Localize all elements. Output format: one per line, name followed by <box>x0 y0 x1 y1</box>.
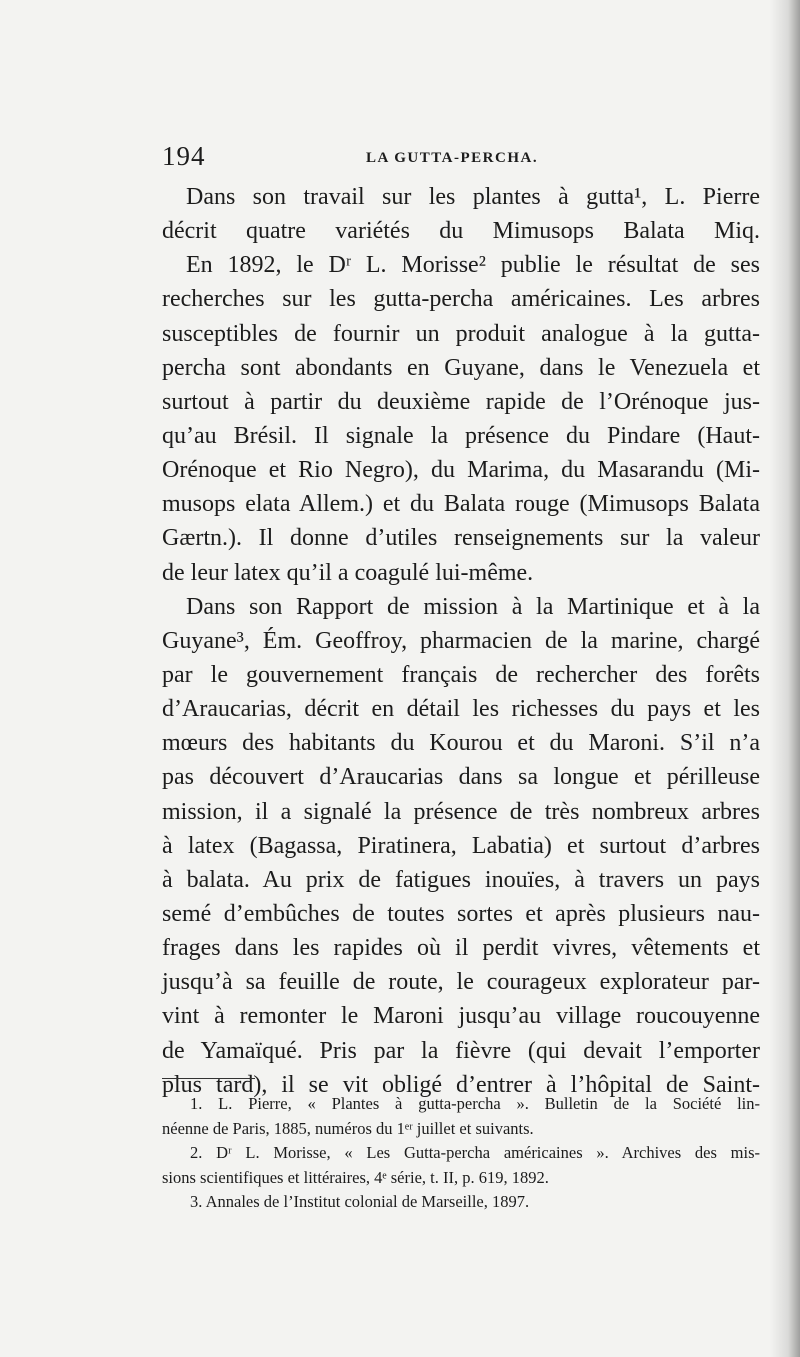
footnote-line: néenne de Paris, 1885, numéros du 1ᵉʳ juillet et suivants. <box>162 1118 534 1138</box>
text-line: mission, il a signalé la présence de très nombreux arbres <box>162 798 760 825</box>
footnote-line: 3. Annales de l’Institut colonial de Marseille, 1897. <box>190 1192 530 1211</box>
text-line: semé d’embûches de toutes sortes et après plusieurs nau- <box>162 900 760 927</box>
text-line: d’Araucarias, décrit en détail les richesses du pays et les <box>162 696 760 723</box>
text-line: Dans son travail sur les plantes à gutta¹, L. Pierre <box>186 184 760 210</box>
text-line: plus tard), il se vit obligé d’entrer à l’hôpital de Saint- <box>162 1071 760 1098</box>
text-line: frages dans les rapides où il perdit vivres, vêtements et <box>162 935 760 962</box>
text-line: Orénoque et Rio Negro), du Marima, du Masarandu (Mi- <box>162 457 760 484</box>
text-line: par le gouvernement français de rechercher des forêts <box>162 661 760 688</box>
text-line: Dans son Rapport de mission à la Martinique et à la <box>186 593 760 620</box>
text-line: à balata. Au prix de fatigues inouïes, à travers un pays <box>162 866 760 893</box>
text-line: musops elata Allem.) et du Balata rouge (Mimusops Balata <box>162 491 760 518</box>
text-line: jusqu’à sa feuille de route, le courageux explorateur par- <box>162 969 760 996</box>
footnote-separator <box>162 1078 255 1079</box>
text-line: mœurs des habitants du Kourou et du Maroni. S’il n’a <box>162 730 760 757</box>
text-line: susceptibles de fournir un produit analogue à la gutta- <box>162 320 760 347</box>
page-number: 194 <box>162 141 206 171</box>
footnote-line: sions scientifiques et littéraires, 4ᵉ série, t. II, p. 619, 1892. <box>162 1167 549 1187</box>
text-line: qu’au Brésil. Il signale la présence du Pindare (Haut- <box>162 422 760 449</box>
text-line: vint à remonter le Maroni jusqu’au village roucouyenne <box>162 1003 760 1030</box>
page-edge-shadow <box>770 0 800 1357</box>
text-line: Gærtn.). Il donne d’utiles renseignements sur la valeur <box>162 525 760 552</box>
footnote-line: 2. Dʳ L. Morisse, « Les Gutta-percha américaines ». Archives des mis- <box>190 1143 760 1162</box>
footnote-line: 1. L. Pierre, « Plantes à gutta-percha ». Bulletin de la Société lin- <box>190 1094 760 1113</box>
text-line: de leur latex qu’il a coagulé lui-même. <box>162 559 534 586</box>
text-line: pas découvert d’Araucarias dans sa longue et périlleuse <box>162 764 760 791</box>
footnotes <box>162 1092 760 1215</box>
running-title: LA GUTTA-PERCHA. <box>366 150 539 166</box>
page-header <box>162 143 762 173</box>
text-line: Guyane³, Ém. Geoffroy, pharmacien de la marine, chargé <box>162 627 760 654</box>
text-line: décrit quatre variétés du Mimusops Balata Miq. <box>162 218 760 245</box>
text-line: surtout à partir du deuxième rapide de l’Orénoque jus- <box>162 388 760 415</box>
text-line: recherches sur les gutta-percha américaines. Les arbres <box>162 286 760 313</box>
text-line: percha sont abondants en Guyane, dans le Venezuela et <box>162 354 760 381</box>
text-line: de Yamaïqué. Pris par la fièvre (qui devait l’emporter <box>162 1037 760 1064</box>
text-line: à latex (Bagassa, Piratinera, Labatia) et surtout d’arbres <box>162 832 760 859</box>
text-line: En 1892, le Dʳ L. Morisse² publie le résultat de ses <box>186 252 760 279</box>
main-text <box>162 180 760 1102</box>
